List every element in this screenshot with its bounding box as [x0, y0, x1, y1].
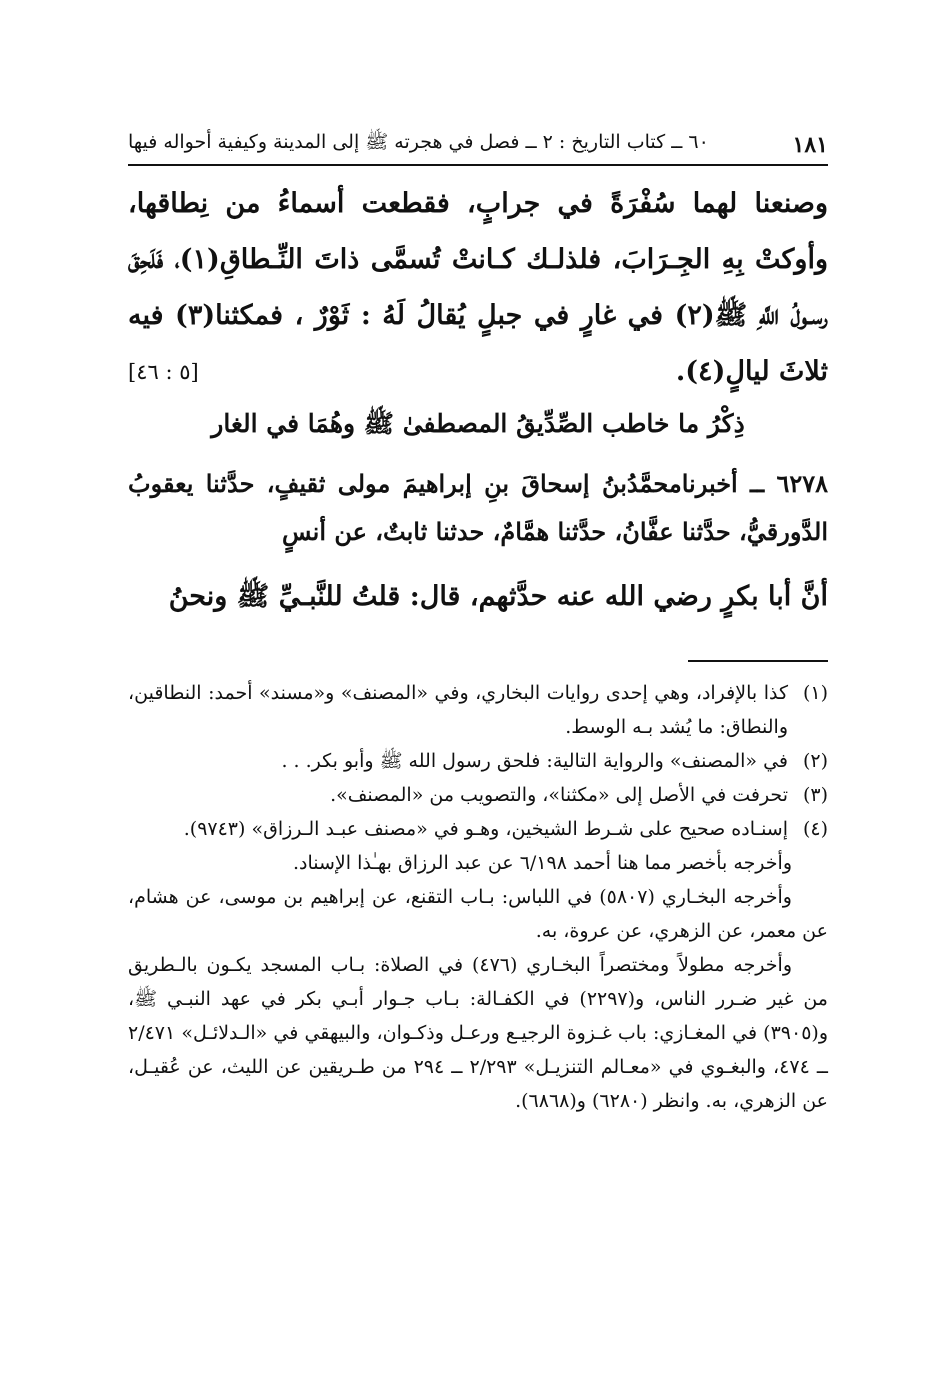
- footnote-item: [128, 744, 828, 778]
- footnote-item: [128, 812, 828, 846]
- verse-reference: [٥ : ٤٦]: [128, 360, 199, 384]
- footnote-number: (١): [802, 682, 828, 704]
- footnote-text: إسنـاده صحيح على شـرط الشيخين، وهـو في «مصنف عبـد الـرزاق» (٩٧٤٣).: [183, 818, 788, 840]
- hadith-isnad: ٦٢٧٨ ــ أخبرنامحمَّدُبنُ إسحاقَ بنِ إبراهيمَ مولى ثقيفٍ، حدَّثنا يعقوبُ الدَّورقيُّ، حدَّثنا عفَّانُ، حدَّثنا همَّامٌ، حدثنا ثابتٌ، عن أنسٍ: [128, 469, 828, 546]
- hadith-matn: أنَّ أبا بكرٍ رضي الله عنه حدَّثهم، قال: قلتُ للنَّبـيِّ ﷺ ونحنُ: [168, 581, 828, 612]
- running-header: [128, 128, 828, 158]
- main-text: [128, 176, 828, 400]
- header-divider: [128, 164, 828, 166]
- footnote-text: تحرفت في الأصل إلى «مكثنا»، والتصويب من «المصنف».: [330, 784, 788, 806]
- footnote-number: (٣): [802, 784, 828, 806]
- footnotes: [128, 676, 828, 1118]
- footnote-number: (٤): [802, 818, 828, 840]
- footnote-item: [128, 676, 828, 744]
- footnote-number: (٢): [802, 750, 828, 772]
- footnote-paragraph: وأخرجه البخـاري (٥٨٠٧) في اللباس: بـاب التقنع، عن إبراهيم بن موسى، عن هشام، عن معمر، عن الزهري، عن عروة، به.: [128, 886, 828, 942]
- footnote-divider: [688, 660, 828, 662]
- section-heading: ذِكْرُ ما خاطب الصِّدِّيقُ المصطفىٰ ﷺ وهُمَا في الغار: [211, 409, 745, 438]
- running-title: ٦٠ ــ كتاب التاريخ : ٢ ــ فصل في هجرته ﷺ إلى المدينة وكيفية أحواله فيها: [128, 131, 709, 153]
- footnote-text: في «المصنف» والرواية التالية: فلحق رسول الله ﷺ وأبو بكر. . .: [281, 750, 788, 772]
- footnote-paragraph: وأخرجه مطولاً ومختصراً البخـاري (٤٧٦) في الصلاة: بـاب المسجد يكـون بالـطريق من غير ضـرر الناس، و(٢٢٩٧) في الكفـالة: بـاب جـوار أبـي بكر في عهد النبـي ﷺ، و(٣٩٠٥) في المغـازي: باب غـزوة الرجيـع ورعـل وذكـوان، والبيهقي في «الـدلائـل» ٢/٤٧١ ــ ٤٧٤، والبغـوي في «معـالم التنزيـل» ٢/٢٩٣ ــ ٢٩٤ من طـريقين عن الليث، عن عُقيـل، عن الزهري، به. وانظر (٦٢٨٠) و(٦٨٦٨).: [128, 954, 828, 1112]
- main-body-text: وصنعنا لهما سُفْرَةً في جرابٍ، فقطعت أسماءُ من نِطاقها، وأوكتْ بِهِ الجِـرَابَ، فلذلـك كـانتْ تُسمَّى ذاتَ النِّـطاقِ(١)، فَلَحِقَ رسـولُ اللَّهِ ﷺ(٢) في غارٍ في جبلٍ يُقالُ لَهُ : ثَوْرٌ ، فمكثنا(٣) فيه ثلاثَ ليالٍ(٤).: [128, 188, 828, 387]
- footnote-item: [128, 778, 828, 812]
- footnote-text: كذا بالإفراد، وهي إحدى روايات البخاري، وفي «المصنف» و«مسند» أحمد: النطاقين، والنطاق: ما يُشد بـه الوسط.: [128, 682, 788, 738]
- page-number: ١٨١: [792, 132, 828, 158]
- footnote-paragraph: وأخرجه بأخصر مما هنا أحمد ٦/١٩٨ عن عبد الرزاق بهـٰذا الإسناد.: [292, 852, 792, 874]
